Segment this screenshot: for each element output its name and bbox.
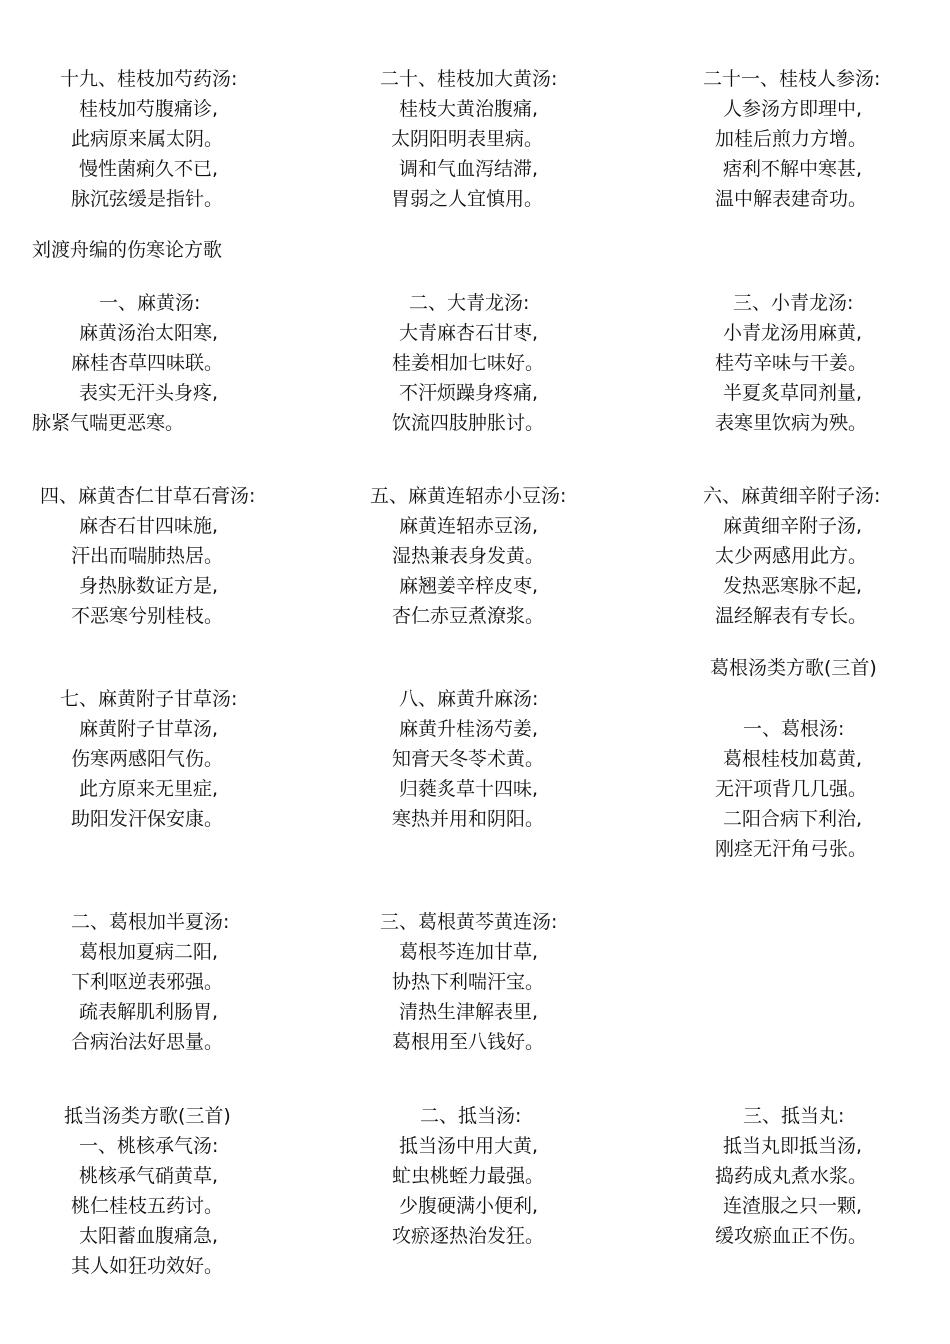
poem-mahuang xyxy=(32,288,223,438)
poem-title: 三、小青龙汤: xyxy=(733,292,854,314)
poem-line: 清热生津解表里, xyxy=(399,1001,539,1023)
poem-title: 三、葛根黄芩黄连汤: xyxy=(380,911,558,933)
poem-line: 葛根桂枝加葛黄, xyxy=(723,748,863,770)
poem-line: 葛根加夏病二阳, xyxy=(79,941,219,963)
poem-line: 其人如狂功效好。 xyxy=(71,1255,224,1277)
poem-line: 太阴阳明表里病。 xyxy=(391,128,544,150)
poem-line: 刚痉无汗角弓张。 xyxy=(715,838,868,860)
poem-line: 缓攻瘀血正不伤。 xyxy=(715,1225,868,1247)
poem-line: 身热脉数证方是, xyxy=(79,575,219,597)
poem-line: 麻黄附子甘草汤, xyxy=(79,718,219,740)
poem-line: 发热恶寒脉不起, xyxy=(723,575,863,597)
poem-title: 一、麻黄汤: xyxy=(99,292,201,314)
poem-line: 二阳合病下利治, xyxy=(723,808,863,830)
poem-title: 七、麻黄附子甘草汤: xyxy=(60,688,238,710)
poem-line: 知膏天冬苓术黄。 xyxy=(392,748,545,770)
poem-line: 不汗烦躁身疼痛, xyxy=(399,382,539,404)
poem-maxing-shigan xyxy=(40,481,255,631)
poem-title: 二、大青龙汤: xyxy=(409,292,530,314)
poem-title: 二、葛根加半夏汤: xyxy=(71,911,230,933)
poem-title: 二十一、桂枝人参汤: xyxy=(703,68,881,90)
poem-title: 一、桃核承气汤: xyxy=(79,1135,219,1157)
poem-line: 麻桂杏草四味联。 xyxy=(71,352,224,374)
poem-title: 十九、桂枝加芍药汤: xyxy=(60,68,238,90)
poem-xiaoqinglong xyxy=(715,288,867,438)
poem-line: 疏表解肌利肠胃, xyxy=(79,1001,219,1023)
poem-title: 二十、桂枝加大黄汤: xyxy=(380,68,558,90)
poem-line: 桂枝加芍腹痛诊, xyxy=(79,98,219,120)
poem-line: 助阳发汗保安康。 xyxy=(71,808,224,830)
poem-line: 麻翘姜辛梓皮枣, xyxy=(399,575,539,597)
poem-line: 温经解表有专长。 xyxy=(715,605,868,627)
section-heading-didang: 抵当汤类方歌(三首) xyxy=(64,1105,231,1127)
poem-line: 归蕤炙草十四味, xyxy=(399,778,539,800)
section-heading-gegen: 葛根汤类方歌(三首) xyxy=(710,657,877,679)
poem-mahuang-shengma xyxy=(392,684,544,834)
poem-line: 湿热兼表身发黄。 xyxy=(392,545,545,567)
poem-line: 太阳蓄血腹痛急, xyxy=(79,1225,219,1247)
poem-gegen-jia-banxia xyxy=(71,907,229,1057)
poem-line: 伤寒两感阳气伤。 xyxy=(71,748,224,770)
poem-line: 人参汤方即理中, xyxy=(723,98,863,120)
poem-line: 汗出而喘肺热居。 xyxy=(71,545,224,567)
poem-line: 此方原来无里症, xyxy=(79,778,219,800)
poem-gegen xyxy=(715,714,867,864)
poem-line: 虻虫桃蛭力最强。 xyxy=(392,1165,545,1187)
poem-line: 麻黄升桂汤芍姜, xyxy=(399,718,539,740)
poem-line: 麻黄细辛附子汤, xyxy=(723,515,863,537)
poem-line: 桂芍辛味与干姜。 xyxy=(715,352,868,374)
poem-guizhi-jia-dahuang xyxy=(380,64,557,214)
poem-line: 桂姜相加七味好。 xyxy=(392,352,545,374)
poem-mahuang-xixin-fuzi xyxy=(703,481,880,631)
poem-line: 少腹硬满小便利, xyxy=(399,1195,539,1217)
poem-line: 调和气血泻结滞, xyxy=(399,158,539,180)
poem-didang-tang xyxy=(392,1101,544,1251)
poem-line: 桂枝大黄治腹痛, xyxy=(399,98,539,120)
poem-didang-wan xyxy=(715,1101,867,1251)
poem-taohe-chengqi xyxy=(64,1101,231,1281)
poem-line: 抵当丸即抵当汤, xyxy=(723,1135,863,1157)
poem-line: 脉沉弦缓是指针。 xyxy=(71,188,224,210)
poem-title: 二、抵当汤: xyxy=(420,1105,522,1127)
poem-title: 六、麻黄细辛附子汤: xyxy=(703,485,881,507)
poem-line: 小青龙汤用麻黄, xyxy=(723,322,863,344)
poem-line: 麻黄汤治太阳寒, xyxy=(79,322,219,344)
poem-title: 八、麻黄升麻汤: xyxy=(399,688,539,710)
poem-title: 三、抵当丸: xyxy=(743,1105,845,1127)
poem-line: 半夏炙草同剂量, xyxy=(723,382,863,404)
poem-line: 连渣服之只一颗, xyxy=(723,1195,863,1217)
poem-line: 麻杏石甘四味施, xyxy=(79,515,219,537)
poem-line: 饮流四肢肿胀讨。 xyxy=(392,412,545,434)
poem-line: 协热下利喘汗宝。 xyxy=(392,971,545,993)
poem-line: 温中解表建奇功。 xyxy=(715,188,868,210)
poem-line: 合病治法好思量。 xyxy=(71,1031,224,1053)
poem-daqinglong xyxy=(392,288,544,438)
poem-line: 捣药成丸煮水浆。 xyxy=(715,1165,868,1187)
poem-line: 此病原来属太阴。 xyxy=(71,128,224,150)
poem-line: 寒热并用和阴阳。 xyxy=(392,808,545,830)
poem-line: 葛根用至八钱好。 xyxy=(392,1031,545,1053)
section-heading-liu-duzhou: 刘渡舟编的伤寒论方歌 xyxy=(32,239,223,261)
poem-title: 一、葛根汤: xyxy=(743,718,845,740)
poem-line: 桃仁桂枝五药讨。 xyxy=(71,1195,224,1217)
poem-guizhi-renshen xyxy=(703,64,880,214)
poem-line: 桃核承气硝黄草, xyxy=(79,1165,219,1187)
poem-line: 慢性菌痢久不已, xyxy=(79,158,219,180)
poem-gegen-huangqin-huanglian xyxy=(380,907,557,1057)
poem-mahuang-lianyao-chixiaodou xyxy=(370,481,566,631)
poem-title: 四、麻黄杏仁甘草石膏汤: xyxy=(40,485,256,507)
poem-line: 表实无汗头身疼, xyxy=(79,382,219,404)
poem-line: 抵当汤中用大黄, xyxy=(399,1135,539,1157)
poem-line: 大青麻杏石甘枣, xyxy=(399,322,539,344)
poem-line: 葛根芩连加甘草, xyxy=(399,941,539,963)
poem-line: 加桂后煎力方增。 xyxy=(715,128,868,150)
poem-line: 太少两感用此方。 xyxy=(715,545,868,567)
poem-line: 麻黄连轺赤豆汤, xyxy=(399,515,539,537)
poem-line: 胃弱之人宜慎用。 xyxy=(391,188,544,210)
poem-line: 下利呕逆表邪强。 xyxy=(71,971,224,993)
poem-line: 脉紧气喘更恶寒。 xyxy=(32,412,185,434)
poem-line: 痞利不解中寒甚, xyxy=(723,158,863,180)
poem-mahuang-fuzi-gancao xyxy=(60,684,237,834)
poem-line: 无汗项背几几强。 xyxy=(715,778,868,800)
poem-line: 攻瘀逐热治发狂。 xyxy=(392,1225,545,1247)
poem-line: 表寒里饮病为殃。 xyxy=(715,412,868,434)
poem-title: 五、麻黄连轺赤小豆汤: xyxy=(370,485,567,507)
poem-guizhi-jia-shaoyao xyxy=(60,64,237,214)
poem-line: 杏仁赤豆煮潦浆。 xyxy=(392,605,545,627)
poem-line: 不恶寒兮别桂枝。 xyxy=(71,605,224,627)
